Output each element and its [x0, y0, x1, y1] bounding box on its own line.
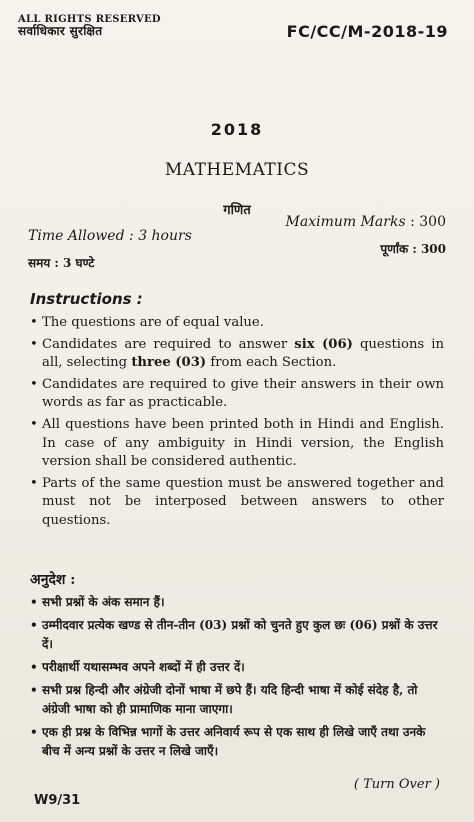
- instructions-title-hi: अनुदेश :: [30, 572, 76, 588]
- exam-year: 2018: [210, 120, 264, 139]
- instruction-item: • Candidates are required to answer six (06) questions in all, selecting three (03) from each Section.: [30, 336, 444, 373]
- instruction-item: • Parts of the same question must be answered together and must not be interposed between answers to other questions.: [30, 475, 444, 531]
- time-allowed: Time Allowed : 3 hours: [28, 228, 192, 244]
- time-label: Time Allowed: [28, 228, 125, 244]
- instruction-item: • The questions are of equal value.: [30, 314, 444, 333]
- marks-label: Maximum Marks: [285, 214, 406, 230]
- subject-title-hi: गणित: [223, 203, 251, 218]
- marks-value: 300: [419, 214, 446, 230]
- instruction-item-hi: • परीक्षार्थी यथासम्भव अपने शब्दों में ही उत्तर दें।: [30, 658, 444, 677]
- subject-title: MATHEMATICS: [164, 160, 310, 180]
- instructions-list: [30, 314, 444, 534]
- instructions-list-hi: [30, 593, 444, 765]
- rights-reserved-en: ALL RIGHTS RESERVED: [18, 14, 161, 25]
- instruction-item: • All questions have been printed both in Hindi and English. In case of any ambiguity in Hindi version, the English version shall be considered authentic.: [30, 416, 444, 472]
- time-value: 3 hours: [138, 228, 192, 244]
- instruction-item-hi: • उम्मीदवार प्रत्येक खण्ड से तीन-तीन (03) प्रश्नों को चुनते हुए कुल छः (06) प्रश्नों के उत्तर दें।: [30, 616, 444, 654]
- instruction-item: • Candidates are required to give their answers in their own words as far as practicable.: [30, 376, 444, 413]
- maximum-marks: Maximum Marks : 300: [285, 214, 446, 230]
- instruction-item-hi: • सभी प्रश्नों के अंक समान हैं।: [30, 593, 444, 612]
- page-code: W9/31: [34, 793, 81, 808]
- instruction-item-hi: • एक ही प्रश्न के विभिन्न भागों के उत्तर अनिवार्य रूप से एक साथ ही लिखे जाएँ तथा उनके बीच में अन्य प्रश्नों के उत्तर न लिखे जाएँ।: [30, 723, 444, 761]
- rights-reserved-hi: सर्वाधिकार सुरक्षित: [18, 24, 103, 38]
- time-allowed-hi: समय : 3 घण्टे: [28, 256, 95, 270]
- instruction-item-hi: • सभी प्रश्न हिन्दी और अंग्रेजी दोनों भाषा में छपे हैं। यदि हिन्दी भाषा में कोई संदेह है, तो अंग्रेजी भाषा को ही प्रामाणिक माना जाएगा।: [30, 681, 444, 719]
- paper-code: FC/CC/M-2018-19: [286, 22, 448, 41]
- maximum-marks-hi: पूर्णांक : 300: [380, 242, 446, 256]
- instructions-title: Instructions :: [30, 290, 143, 308]
- turn-over-note: ( Turn Over ): [353, 777, 440, 792]
- rights-reserved-block: [18, 14, 161, 38]
